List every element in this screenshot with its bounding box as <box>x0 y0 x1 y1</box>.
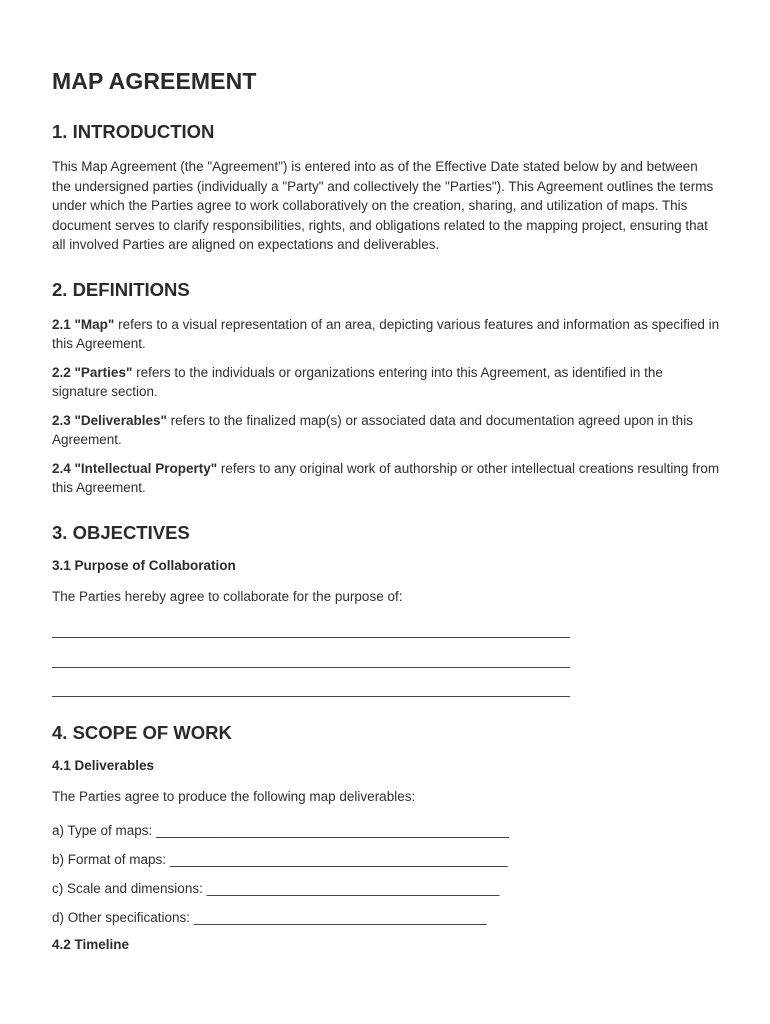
section-heading-scope: 4. SCOPE OF WORK <box>52 721 232 743</box>
definition-text: refers to a visual representation of an area, depicting various features and information as specified in this Agreement. <box>52 316 720 351</box>
definition-term: 2.2 "Parties" <box>52 364 133 380</box>
section-heading-definitions: 2. DEFINITIONS <box>52 278 190 300</box>
definition-text: refers to the individuals or organizations entering into this Agreement, as identified in the signature section. <box>52 364 663 399</box>
definition-term: 2.3 "Deliverables" <box>52 412 167 428</box>
sub-heading-deliverables: 4.1 Deliverables <box>52 757 155 773</box>
form-field-format-of-maps[interactable]: b) Format of maps: _____________________________________________ <box>52 852 508 867</box>
definition-item <box>52 363 720 402</box>
document-title: MAP AGREEMENT <box>52 68 257 94</box>
scope-intro: The Parties agree to produce the following map deliverables: <box>52 788 416 804</box>
sub-heading-timeline: 4.2 Timeline <box>52 936 130 952</box>
blank-fill-line[interactable]: _____________________________________________________________________ <box>52 652 571 668</box>
form-field-type-of-maps[interactable]: a) Type of maps: _______________________________________________ <box>52 823 509 838</box>
section-heading-objectives: 3. OBJECTIVES <box>52 521 190 543</box>
document-page <box>52 68 720 966</box>
sub-heading-purpose: 3.1 Purpose of Collaboration <box>52 557 236 573</box>
definition-text: refers to the finalized map(s) or associated data and documentation agreed upon in this Agreement. <box>52 412 693 447</box>
objectives-intro: The Parties hereby agree to collaborate for the purpose of: <box>52 588 403 604</box>
definition-term: 2.1 "Map" <box>52 316 115 332</box>
definition-item <box>52 411 720 450</box>
introduction-paragraph: This Map Agreement (the "Agreement") is entered into as of the Effective Date stated below by and between the undersigned parties (individually a "Party" and collectively the "Parties"). This Agreement outlines the terms under which the Parties agree to work collaboratively on the creation, sharing, and utilization of maps. This document serves to clarify responsibilities, rights, and obligations related to the mapping project, ensuring that all involved Parties are aligned on expectations and deliverables. <box>52 159 714 252</box>
definition-text: refers to any original work of authorship or other intellectual creations resulting from this Agreement. <box>52 460 720 495</box>
section-heading-introduction: 1. INTRODUCTION <box>52 121 215 142</box>
form-field-other-specifications[interactable]: d) Other specifications: _______________________________________ <box>52 910 487 925</box>
definition-item <box>52 315 720 354</box>
blank-fill-line[interactable]: _____________________________________________________________________ <box>52 623 571 638</box>
definition-item <box>52 459 720 498</box>
blank-fill-line[interactable]: _____________________________________________________________________ <box>52 682 571 697</box>
definition-term: 2.4 "Intellectual Property" <box>52 460 218 476</box>
form-field-scale-dimensions[interactable]: c) Scale and dimensions: _______________________________________ <box>52 881 500 896</box>
